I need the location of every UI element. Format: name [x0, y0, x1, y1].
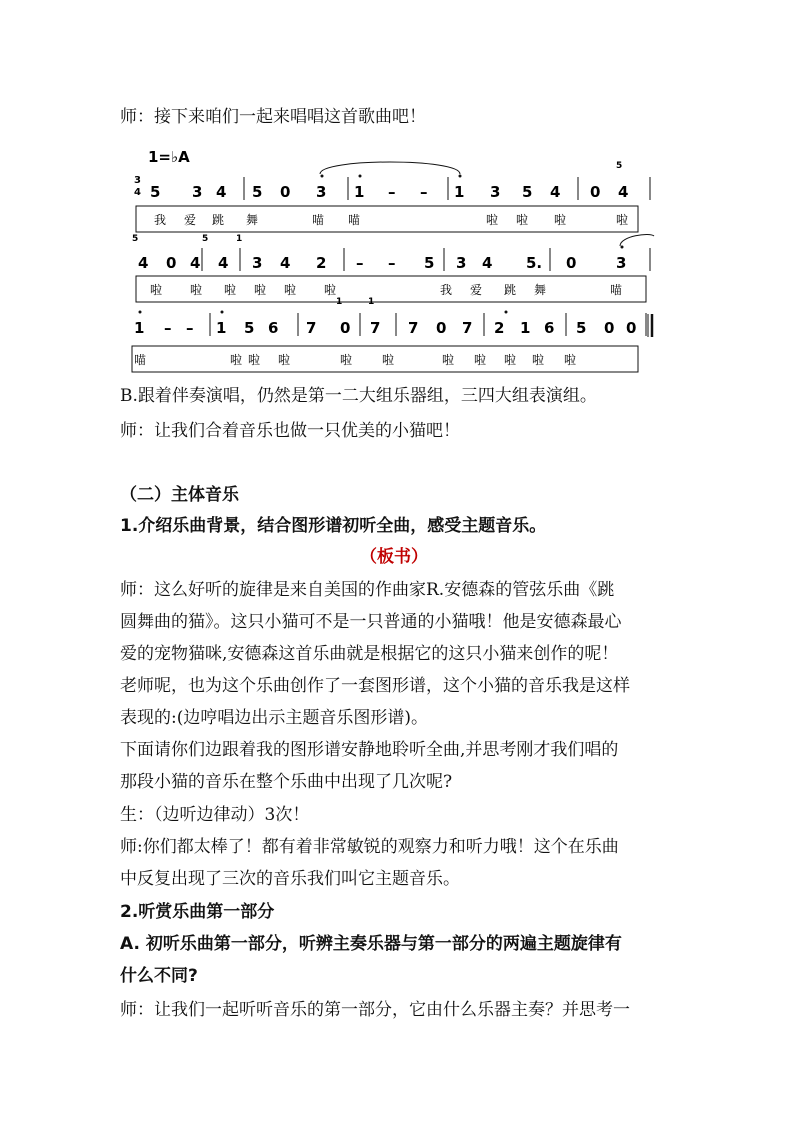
score-note: 2	[316, 254, 327, 272]
score-note: 5	[244, 319, 255, 337]
lyric-character: 啦	[190, 283, 203, 297]
score-note: 4	[216, 183, 227, 201]
text-line-13: 生：（边听边律动）3次！	[120, 805, 310, 825]
text-line-15: 中反复出现了三次的音乐我们叫它主题音乐。	[120, 869, 460, 889]
text-line-10: 表现的:(边哼唱边出示主题音乐图形谱)。	[120, 708, 428, 728]
score-note: 4	[618, 183, 629, 201]
lyric-character: 啦	[150, 283, 163, 297]
text-line-5: （板书）	[360, 547, 428, 567]
score-note: 1	[216, 319, 227, 337]
text-line-9: 老师呢，也为这个乐曲创作了一套图形谱，这个小猫的音乐我是这样	[120, 676, 630, 696]
grace-note: 5	[202, 234, 209, 244]
score-note: 4	[190, 254, 201, 272]
score-note: –	[388, 254, 396, 272]
text-line-14: 师:你们都太棒了！都有着非常敏锐的观察力和听力哦！这个在乐曲	[120, 837, 619, 857]
grace-note: 1	[236, 234, 243, 244]
score-note: 0	[166, 254, 177, 272]
grace-note: 1	[368, 297, 375, 307]
lyric-character: 啦	[230, 353, 243, 367]
score-note: 5	[150, 183, 161, 201]
score-note: 0	[340, 319, 351, 337]
lyric-character: 啦	[474, 353, 487, 367]
text-line-12: 那段小猫的音乐在整个乐曲中出现了几次呢?	[120, 772, 453, 792]
score-note: 0	[590, 183, 601, 201]
score-note: 0	[604, 319, 615, 337]
score-note: 1	[134, 319, 145, 337]
time-signature-top: 3	[134, 175, 141, 186]
lyric-character: 我	[154, 213, 167, 227]
score-note: –	[164, 319, 172, 337]
score-note: 5.	[526, 254, 543, 272]
score-note: 6	[268, 319, 279, 337]
score-note: –	[420, 183, 428, 201]
octave-dot	[139, 311, 142, 314]
lyric-character: 啦	[224, 283, 237, 297]
grace-note: 5	[132, 234, 139, 244]
lyric-box	[136, 276, 646, 302]
lyric-character: 啦	[284, 283, 297, 297]
score-note: 3	[490, 183, 501, 201]
score-note: 6	[544, 319, 555, 337]
score-note: –	[186, 319, 194, 337]
score-note: 7	[306, 319, 317, 337]
lyric-character: 啦	[382, 353, 395, 367]
grace-note: 1	[336, 297, 343, 307]
score-note: –	[388, 183, 396, 201]
score-note: 3	[252, 254, 263, 272]
lyric-character: 啦	[442, 353, 455, 367]
score-note: 7	[370, 319, 381, 337]
octave-dot	[459, 175, 462, 178]
lyric-character: 啦	[516, 213, 529, 227]
lyric-character: 喵	[610, 283, 623, 297]
lyric-character: 跳	[504, 283, 517, 297]
text-line-2: 师：让我们合着音乐也做一只优美的小猫吧！	[120, 421, 460, 441]
text-line-7: 圆舞曲的猫》。这只小猫可不是一只普通的小猫哦！他是安德森最心	[120, 612, 622, 632]
lyric-character: 喵	[348, 213, 361, 227]
lyric-character: 啦	[248, 353, 261, 367]
score-note: –	[356, 254, 364, 272]
lyric-character: 啦	[532, 353, 545, 367]
lyric-character: 跳	[212, 213, 225, 227]
text-line-17: A. 初听乐曲第一部分，听辨主奏乐器与第一部分的两遍主题旋律有	[120, 934, 622, 954]
lyric-character: 啦	[324, 283, 337, 297]
key-signature: 1=♭A	[148, 148, 190, 166]
score-note: 1	[454, 183, 465, 201]
lyric-character: 喵	[134, 353, 147, 367]
lyric-character: 啦	[278, 353, 291, 367]
score-note: 4	[138, 254, 149, 272]
lyric-character: 啦	[340, 353, 353, 367]
octave-dot	[359, 175, 362, 178]
lyric-character: 我	[440, 283, 453, 297]
score-note: 4	[280, 254, 291, 272]
score-note: 0	[436, 319, 447, 337]
text-line-6: 师：这么好听的旋律是来自美国的作曲家R.安德森的管弦乐曲《跳	[120, 580, 615, 600]
score-note: 3	[616, 254, 627, 272]
score-note: 5	[424, 254, 435, 272]
lyric-character: 爱	[470, 283, 483, 297]
score-note: 7	[462, 319, 473, 337]
text-line-1: B.跟着伴奏演唱，仍然是第一二大组乐器组，三四大组表演组。	[120, 386, 597, 406]
lyric-character: 啦	[564, 353, 577, 367]
score-note: 4	[550, 183, 561, 201]
octave-dot	[505, 311, 508, 314]
tie-arc	[620, 234, 654, 246]
lyric-character: 啦	[486, 213, 499, 227]
text-line-19: 师：让我们一起听听音乐的第一部分，它由什么乐器主奏？并思考一	[120, 1000, 630, 1020]
text-line-11: 下面请你们边跟着我的图形谱安静地聆听全曲,并思考刚才我们唱的	[120, 740, 619, 760]
lyric-character: 啦	[254, 283, 267, 297]
score-note: 0	[566, 254, 577, 272]
lyric-character: 舞	[534, 283, 547, 297]
numbered-music-score	[120, 140, 680, 380]
score-note: 3	[192, 183, 203, 201]
time-signature-bottom: 4	[134, 187, 141, 198]
octave-dot	[221, 311, 224, 314]
score-note: 1	[520, 319, 531, 337]
lyric-character: 爱	[184, 213, 197, 227]
score-note: 4	[218, 254, 229, 272]
score-note: 3	[316, 183, 327, 201]
score-note: 4	[482, 254, 493, 272]
text-line-16: 2.听赏乐曲第一部分	[120, 902, 275, 922]
text-line-18: 什么不同?	[120, 966, 198, 986]
score-note: 5	[522, 183, 533, 201]
text-line-3: （二）主体音乐	[120, 485, 239, 505]
lyric-character: 啦	[616, 213, 629, 227]
score-note: 7	[408, 319, 419, 337]
text-line-8: 爱的宠物猫咪,安德森这首乐曲就是根据它的这只小猫来创作的呢！	[120, 644, 619, 664]
grace-note: 5	[616, 161, 623, 171]
score-note: 0	[626, 319, 637, 337]
score-note: 5	[576, 319, 587, 337]
lyric-character: 啦	[504, 353, 517, 367]
score-note: 3	[456, 254, 467, 272]
lyric-character: 舞	[246, 213, 259, 227]
tie-arc	[320, 162, 460, 174]
octave-dot	[621, 246, 624, 249]
octave-dot	[321, 175, 324, 178]
score-note: 5	[252, 183, 263, 201]
score-note: 2	[494, 319, 505, 337]
lyric-character: 喵	[312, 213, 325, 227]
intro-line: 师：接下来咱们一起来唱唱这首歌曲吧！	[120, 107, 426, 127]
text-line-4: 1.介绍乐曲背景，结合图形谱初听全曲，感受主题音乐。	[120, 516, 547, 536]
lyric-character: 啦	[554, 213, 567, 227]
score-note: 1	[354, 183, 365, 201]
score-note: 0	[280, 183, 291, 201]
